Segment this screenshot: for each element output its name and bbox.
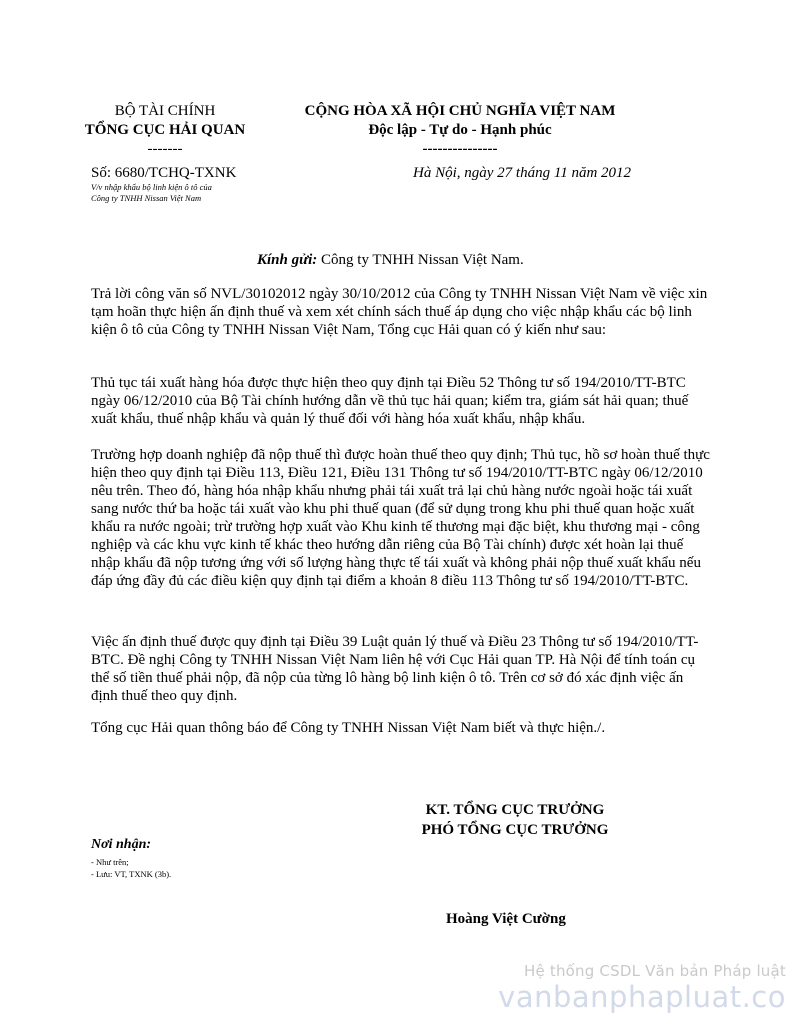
signatory-title-line-1: KT. TỔNG CỤC TRƯỞNG bbox=[425, 802, 605, 818]
body-paragraph-3: Trường hợp doanh nghiệp đã nộp thuế thì được hoàn thuế theo quy định; Thủ tục, hồ sơ hoàn thuế thực hiện theo quy định tại Điều 113, Điều 121, Điều 131 Thông tư số 194/2010/TT-BTC ngày 06/12/2010 nêu trên. Theo đó, hàng hóa nhập khẩu nhưng phải tái xuất trả lại chủ hàng nước ngoài hoặc tái xuất sang nước thứ ba hoặc tái xuất vào khu phi thuế quan (để sử dụng trong khu phi thuế quan hoặc xuất khẩu ra nước ngoài; trừ trường hợp xuất vào Khu kinh tế thương mại đặc biệt, khu thương mại - công nghiệp và các khu vực kinh tế khác theo hướng dẫn riêng của Bộ Tài chính) được xét hoàn lại thuế nhập khẩu đã nộp tương ứng với số lượng hàng thực tế tái xuất và không phải nộp thuế xuất khẩu nếu đáp ứng đầy đủ các điều kiện quy định tại điểm a khoản 8 điều 113 Thông tư số 194/2010/TT-BTC. bbox=[91, 447, 710, 589]
right-header-rule: --------------- bbox=[422, 141, 498, 157]
document-subject bbox=[91, 182, 212, 204]
body-paragraph-5: Tổng cục Hải quan thông báo để Công ty TNHH Nissan Việt Nam biết và thực hiện./. bbox=[91, 720, 606, 736]
national-motto: Độc lập - Tự do - Hạnh phúc bbox=[368, 122, 552, 138]
body-paragraph-1: Trả lời công văn số NVL/30102012 ngày 30/10/2012 của Công ty TNHH Nissan Việt Nam về việc xin tạm hoãn thực hiện ấn định thuế và xem xét chính sách thuế áp dụng cho việc nhập khẩu các bộ linh kiện ô tô của Công ty TNHH Nissan Việt Nam, Tổng cục Hải quan có ý kiến như sau: bbox=[91, 286, 708, 338]
left-header-rule: ------- bbox=[147, 141, 183, 157]
body-paragraph-2: Thủ tục tái xuất hàng hóa được thực hiện theo quy định tại Điều 52 Thông tư số 194/2010/TT-BTC ngày 06/12/2010 của Bộ Tài chính hướng dẫn về thủ tục hải quan; kiểm tra, giám sát hải quan; thuế xuất khẩu, thuế nhập khẩu và quản lý thuế đối với hàng hóa xuất khẩu, nhập khẩu. bbox=[91, 375, 689, 427]
addressee-label: Kính gửi: bbox=[257, 252, 318, 268]
signatory-title-line-2: PHÓ TỔNG CỤC TRƯỞNG bbox=[421, 822, 609, 838]
department-name: TỔNG CỤC HẢI QUAN bbox=[84, 122, 246, 138]
national-title bbox=[280, 102, 640, 159]
body-paragraph-4: Việc ấn định thuế được quy định tại Điều 39 Luật quản lý thuế và Điều 23 Thông tư số 194/2010/TT-BTC. Đề nghị Công ty TNHH Nissan Việt Nam liên hệ với Cục Hải quan TP. Hà Nội để tính toán cụ thể số tiền thuế phải nộp, đã nộp của từng lô hàng bộ linh kiện ô tô. Trên cơ sở đó xác định việc ấn định thuế theo quy định. bbox=[91, 634, 699, 704]
place-and-date: Hà Nội, ngày 27 tháng 11 năm 2012 bbox=[413, 165, 632, 181]
issuing-authority bbox=[60, 102, 270, 159]
subject-line-2: Công ty TNHH Nissan Việt Nam bbox=[91, 193, 202, 203]
subject-line-1: V/v nhập khẩu bộ linh kiện ô tô của bbox=[91, 182, 212, 192]
recipients-list bbox=[91, 856, 171, 880]
recipient-item: - Như trên; bbox=[91, 857, 129, 867]
watermark-caption: Hệ thống CSDL Văn bản Pháp luật bbox=[523, 962, 786, 980]
signer-name: Hoàng Việt Cường bbox=[446, 911, 566, 927]
addressee-line bbox=[257, 252, 524, 269]
watermark-site: vanbanphapluat.co bbox=[498, 980, 786, 1014]
addressee-name: Công ty TNHH Nissan Việt Nam. bbox=[317, 252, 524, 268]
document-number: Số: 6680/TCHQ-TXNK bbox=[91, 165, 237, 181]
republic-name: CỘNG HÒA XÃ HỘI CHỦ NGHĨA VIỆT NAM bbox=[304, 103, 616, 119]
recipients-label: Nơi nhận: bbox=[91, 837, 152, 852]
signatory-title bbox=[395, 800, 635, 840]
recipient-item: - Lưu: VT, TXNK (3b). bbox=[91, 869, 172, 879]
ministry-name: BỘ TÀI CHÍNH bbox=[114, 103, 216, 119]
